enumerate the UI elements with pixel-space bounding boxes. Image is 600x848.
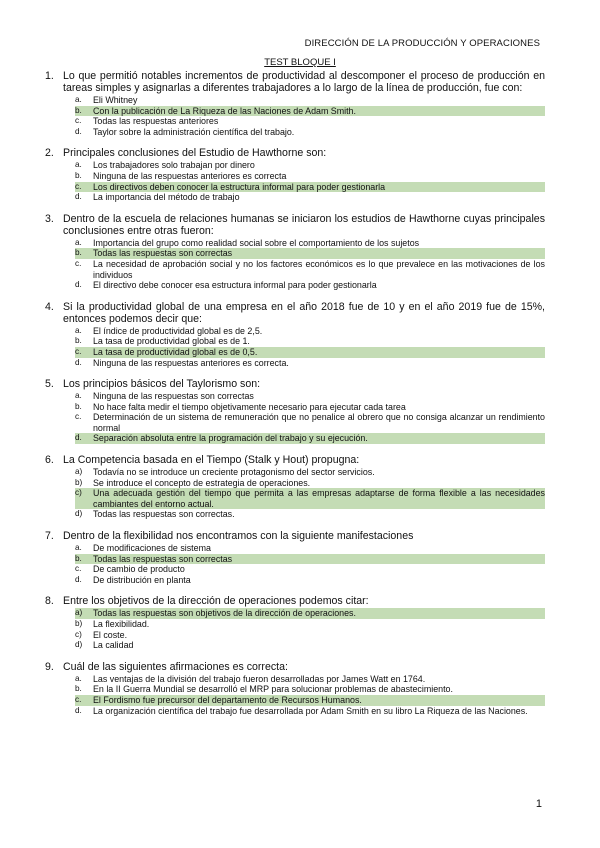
question-text: Principales conclusiones del Estudio de Hawthorne son: [63, 147, 327, 160]
option [75, 326, 545, 337]
question-stem [45, 454, 545, 466]
option-text: Todas las respuestas son correctas. [93, 509, 235, 520]
question-stem [45, 301, 545, 325]
question-text: Entre los objetivos de la dirección de operaciones podemos citar: [63, 595, 369, 608]
option-label: d. [75, 433, 82, 443]
option-label: a. [75, 95, 82, 104]
option-label: a. [75, 237, 82, 247]
option-label: d) [75, 640, 83, 650]
option-text: Una adecuada gestión del tiempo que permita a las empresas adaptarse de forma flexible a las necesidades cambiantes del entorno actual. [93, 488, 545, 509]
option-label: b) [75, 619, 83, 628]
option-text: Todas las respuestas anteriores [93, 116, 219, 127]
question-2 [45, 147, 545, 202]
option-text: Todavía no se introduce un creciente protagonismo del sector servicios. [93, 467, 375, 478]
option [75, 509, 545, 520]
question-stem [45, 213, 545, 237]
option-label: d. [75, 126, 82, 136]
option-text: El coste. [93, 629, 128, 640]
question-number: 1. [45, 70, 54, 82]
option-list [75, 95, 545, 137]
option [75, 391, 545, 402]
question-text: Dentro de la flexibilidad nos encontramos con la siguiente manifestaciones [63, 530, 414, 543]
question-7 [45, 530, 545, 585]
question-1 [45, 70, 545, 137]
question-8 [45, 595, 545, 650]
option-text: Las ventajas de la división del trabajo fueron desarrolladas por James Watt en 1764. [93, 673, 426, 684]
option-text: Se introduce el concepto de estrategia de operaciones. [93, 477, 311, 488]
test-title: TEST BLOQUE I [264, 57, 336, 68]
question-stem [45, 147, 545, 159]
option-text: Ninguna de las respuestas son correctas [93, 391, 254, 402]
option-label: a. [75, 543, 82, 553]
question-9 [45, 661, 545, 716]
option [75, 336, 545, 347]
option-correct-highlighted [75, 433, 545, 444]
option [75, 478, 545, 489]
question-text: La Competencia basada en el Tiempo (Stalk y Hout) propugna: [63, 454, 360, 467]
option [75, 280, 545, 291]
option-text: La calidad [93, 640, 134, 651]
option-correct-highlighted [75, 347, 545, 358]
option-text: Todas las respuestas son objetivos de la dirección de operaciones. [93, 608, 356, 619]
option-correct-highlighted [75, 248, 545, 259]
option [75, 127, 545, 138]
option-text: De distribución en planta [93, 574, 191, 585]
question-number: 9. [45, 660, 54, 673]
option-text: Ninguna de las respuestas anteriores es correcta. [93, 357, 289, 368]
option [75, 706, 545, 717]
question-5 [45, 378, 545, 444]
question-number: 4. [45, 300, 54, 313]
option [75, 160, 545, 171]
question-number: 8. [45, 595, 54, 608]
option [75, 192, 545, 203]
option-label: b. [75, 684, 82, 694]
question-text: Cuál de las siguientes afirmaciones es correcta: [63, 660, 288, 673]
option-list [75, 160, 545, 202]
option-label: b. [75, 105, 82, 115]
option-label: c. [75, 116, 82, 126]
option [75, 674, 545, 685]
option-label: a. [75, 325, 82, 335]
running-header: DIRECCIÓN DE LA PRODUCCIÓN Y OPERACIONES [304, 38, 540, 49]
question-3 [45, 213, 545, 291]
option-correct-highlighted [75, 488, 545, 509]
option-list [75, 674, 545, 716]
option-label: b) [75, 477, 83, 487]
question-6 [45, 454, 545, 520]
option-label: d. [75, 357, 82, 367]
option-text: Todas las respuestas son correctas [93, 248, 233, 259]
option [75, 684, 545, 695]
option-list [75, 608, 545, 650]
option [75, 543, 545, 554]
option-text: La organización científica del trabajo fue desarrollada por Adam Smith en su libro La Riqueza de las Naciones. [93, 705, 528, 716]
question-4 [45, 301, 545, 368]
option-label: d. [75, 280, 82, 290]
option-text: Importancia del grupo como realidad social sobre el comportamiento de los sujetos [93, 237, 420, 248]
option-text: Los trabajadores solo trabajan por dinero [93, 160, 255, 171]
option [75, 575, 545, 586]
option-text: Todas las respuestas son correctas [93, 553, 233, 564]
option [75, 95, 545, 106]
option-label: c. [75, 258, 82, 268]
option [75, 412, 545, 433]
option-label: a. [75, 391, 82, 401]
option-label: c) [75, 488, 82, 498]
question-stem [45, 70, 545, 94]
option-label: d) [75, 509, 83, 519]
option [75, 630, 545, 641]
option [75, 358, 545, 369]
option-label: d. [75, 705, 82, 715]
option-text: Eli Whitney [93, 95, 138, 105]
option-list [75, 391, 545, 444]
option [75, 619, 545, 630]
option [75, 640, 545, 651]
question-number: 2. [45, 147, 54, 160]
option-correct-highlighted [75, 182, 545, 193]
question-stem [45, 661, 545, 673]
question-text: Lo que permitió notables incrementos de productividad al descomponer el proceso de producción en tareas simples y asignarlas a diferentes trabajadores a lo largo de la línea de producción, fue con: [63, 70, 545, 94]
option-label: c. [75, 346, 82, 356]
option-correct-highlighted [75, 608, 545, 619]
option-text: El directivo debe conocer esa estructura informal para poder gestionarla [93, 280, 377, 291]
option-correct-highlighted [75, 695, 545, 706]
option-text: De cambio de producto [93, 564, 185, 575]
option-label: a) [75, 467, 83, 477]
option-correct-highlighted [75, 554, 545, 565]
option-text: El Fordismo fue precursor del departamento de Recursos Humanos. [93, 694, 362, 705]
question-list [45, 70, 545, 726]
option-label: a. [75, 160, 82, 170]
option-label: b. [75, 336, 82, 346]
question-number: 7. [45, 530, 54, 543]
option [75, 564, 545, 575]
option-text: La flexibilidad. [93, 619, 150, 629]
option-label: c. [75, 181, 82, 191]
option-label: c) [75, 629, 82, 639]
option-label: c. [75, 564, 82, 574]
option-text: Taylor sobre la administración científica del trabajo. [93, 126, 295, 137]
option-text: Determinación de un sistema de remuneración que no penalice al obrero que no consiga alcanzar un rendimiento normal [93, 412, 545, 433]
question-number: 5. [45, 378, 54, 391]
option [75, 259, 545, 280]
option-text: Ninguna de las respuestas anteriores es correcta [93, 170, 287, 181]
option-list [75, 326, 545, 368]
option-label: b. [75, 170, 82, 180]
option-label: b. [75, 248, 82, 258]
option [75, 467, 545, 478]
option-text: La importancia del método de trabajo [93, 192, 240, 203]
option-text: En la II Guerra Mundial se desarrolló el MRP para solucionar problemas de abastecimiento. [93, 684, 453, 695]
option [75, 238, 545, 249]
option [75, 116, 545, 127]
question-number: 6. [45, 454, 54, 467]
option-text: Con la publicación de La Riqueza de las Naciones de Adam Smith. [93, 105, 356, 116]
option-correct-highlighted [75, 106, 545, 117]
option-list [75, 543, 545, 585]
option-label: c. [75, 412, 82, 422]
question-text: Dentro de la escuela de relaciones humanas se iniciaron los estudios de Hawthorne cuyas principales conclusiones entre otras fueron: [63, 212, 545, 237]
option-label: b. [75, 553, 82, 563]
question-text: Si la productividad global de una empresa en el año 2018 fue de 10 y en el año 2019 fue de 15%, entonces podemos decir que: [63, 300, 545, 325]
option-label: a) [75, 608, 83, 618]
question-stem [45, 378, 545, 390]
question-stem [45, 595, 545, 607]
option-label: d. [75, 192, 82, 202]
option-list [75, 467, 545, 520]
option-text: La necesidad de aprobación social y no los factores económicos es lo que prevalece en las motivaciones de los individuos [93, 258, 545, 280]
question-number: 3. [45, 212, 54, 225]
question-stem [45, 530, 545, 542]
option-list [75, 238, 545, 291]
option-text: La tasa de productividad global es de 1. [93, 336, 250, 347]
option-label: c. [75, 694, 82, 704]
option-text: La tasa de productividad global es de 0,5. [93, 346, 258, 357]
question-text: Los principios básicos del Taylorismo son: [63, 378, 261, 391]
option [75, 402, 545, 413]
option-text: No hace falta medir el tiempo objetivamente necesario para ejecutar cada tarea [93, 401, 406, 412]
option-label: a. [75, 673, 82, 683]
option-text: Separación absoluta entre la programación del trabajo y su ejecución. [93, 433, 368, 444]
option-label: d. [75, 574, 82, 584]
option-text: De modificaciones de sistema [93, 543, 211, 554]
page-number: 1 [535, 798, 542, 810]
option-label: b. [75, 401, 82, 411]
option-text: El índice de productividad global es de 2,5. [93, 325, 263, 336]
option-text: Los directivos deben conocer la estructura informal para poder gestionarla [93, 181, 386, 192]
option [75, 171, 545, 182]
